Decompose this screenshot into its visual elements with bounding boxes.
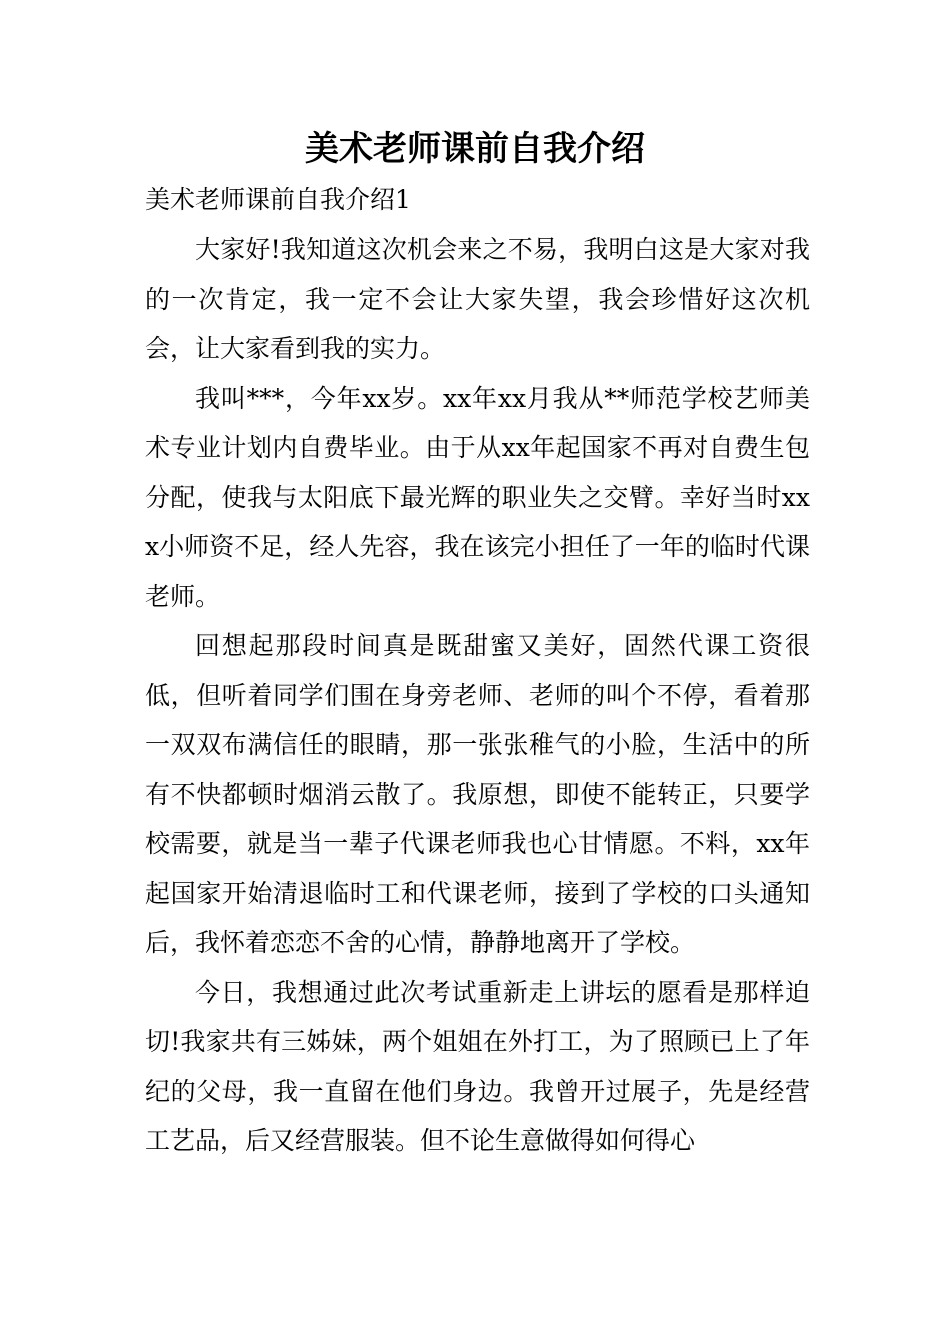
document-body xyxy=(145,225,810,1166)
paragraph-present: 今日，我想通过此次考试重新走上讲坛的愿看是那样迫切!我家共有三姊妹，两个姐姐在外打工，为了照顾已上了年纪的父母，我一直留在他们身边。我曾开过展子，先是经营工艺品，后又经营服装。但不论生意做得如何得心 xyxy=(145,977,810,1155)
paragraph-intro: 大家好!我知道这次机会来之不易，我明白这是大家对我的一次肯定，我一定不会让大家失望，我会珍惜好这次机会，让大家看到我的实力。 xyxy=(145,235,810,363)
paragraph-background: 我叫***，今年xx岁。xx年xx月我从**师范学校艺师美术专业计划内自费毕业。由于从xx年起国家不再对自费生包分配，使我与太阳底下最光辉的职业失之交臂。幸好当时xxx小师资不足，经人先容，我在该完小担任了一年的临时代课老师。 xyxy=(145,383,810,611)
section-heading: 美术老师课前自我介绍1 xyxy=(145,185,411,214)
paragraph-memories: 回想起那段时间真是既甜蜜又美好，固然代课工资很低，但听着同学们围在身旁老师、老师的叫个不停，看着那一双双布满信任的眼睛，那一张张稚气的小脸，生活中的所有不快都顿时烟消云散了。我原想，即使不能转正，只要学校需要，就是当一辈子代课老师我也心甘情愿。不料，xx年起国家开始清退临时工和代课老师，接到了学校的口头通知后，我怀着恋恋不舍的心情，静静地离开了学校。 xyxy=(145,631,810,957)
document-title: 美术老师课前自我介绍 xyxy=(305,129,645,169)
